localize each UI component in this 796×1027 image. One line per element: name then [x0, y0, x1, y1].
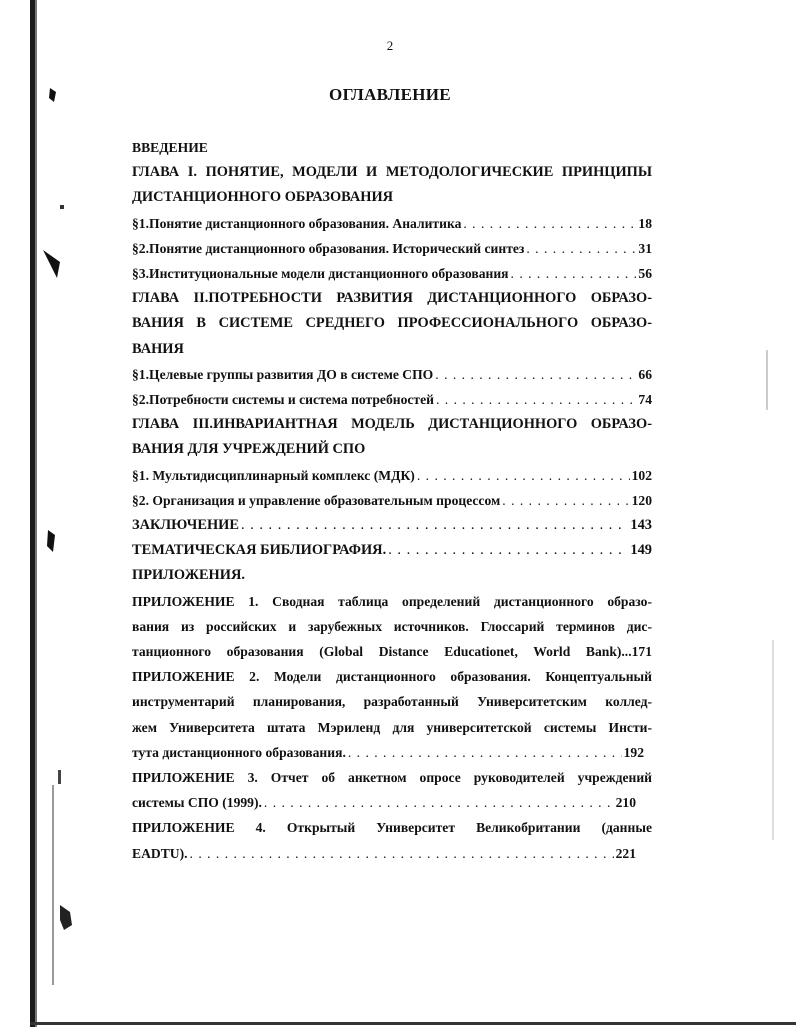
toc-entry-title: §1.Целевые группы развития ДО в системе СПО	[132, 366, 434, 382]
toc-entry	[132, 463, 652, 488]
toc-entry-title: EADTU).	[132, 845, 188, 861]
leader-dots	[190, 841, 614, 866]
leader-dots	[417, 463, 630, 488]
chapter-2-heading-line-2: ВАНИЯ В СИСТЕМЕ СРЕДНЕГО ПРОФЕССИОНАЛЬНОГО ОБРАЗО-	[132, 315, 652, 332]
toc-entry-title: системы СПО (1999).	[132, 795, 262, 811]
toc-entry-page: 18	[638, 215, 652, 231]
toc-entry	[132, 261, 652, 286]
appendix-2-line-4	[132, 740, 644, 765]
toc-entry-page: 102	[631, 467, 652, 483]
speck-6	[58, 770, 61, 784]
toc-entry-title: §2.Потребности системы и система потребностей	[132, 392, 434, 408]
chapter-1-heading-line-1: ГЛАВА I. ПОНЯТИЕ, МОДЕЛИ И МЕТОДОЛОГИЧЕСКИЕ ПРИНЦИПЫ	[132, 164, 652, 181]
toc-intro: ВВЕДЕНИЕ	[132, 140, 208, 155]
leader-dots	[436, 387, 636, 412]
chapter-3-heading-line-1: ГЛАВА III.ИНВАРИАНТНАЯ МОДЕЛЬ ДИСТАНЦИОННОГО ОБРАЗО-	[132, 416, 652, 433]
speck-3	[47, 530, 55, 552]
toc-entry-title: ТЕМАТИЧЕСКАЯ БИБЛИОГРАФИЯ.	[132, 542, 387, 559]
page-number: 2	[386, 38, 394, 53]
toc-entry-page: 149	[630, 542, 652, 559]
appendix-2-line-3: жем Университета штата Мэриленд для университетской системы Инсти-	[132, 719, 652, 735]
leader-dots	[435, 362, 636, 387]
toc-entry-page: 31	[638, 240, 652, 256]
appendix-1-line-1: ПРИЛОЖЕНИЕ 1. Сводная таблица определений дистанционного образо-	[132, 593, 652, 609]
leader-dots	[264, 790, 614, 815]
appendix-2-line-1: ПРИЛОЖЕНИЕ 2. Модели дистанционного образования. Концептуальный	[132, 669, 652, 685]
speck-4	[60, 905, 72, 930]
chapter-1-heading-line-2: ДИСТАНЦИОННОГО ОБРАЗОВАНИЯ	[132, 189, 394, 206]
bottom-edge-line	[30, 1022, 796, 1025]
binding-edge-bar	[30, 0, 35, 1027]
appendix-3-line-1: ПРИЛОЖЕНИЕ 3. Отчет об анкетном опросе руководителей учреждений	[132, 770, 652, 786]
appendix-4-line-2	[132, 841, 636, 866]
leader-dots	[526, 236, 636, 261]
leader-dots	[511, 261, 637, 286]
speck-7	[766, 350, 768, 410]
toc-bibliography	[132, 538, 652, 563]
leader-dots	[502, 488, 629, 513]
appendix-1-line-3: танционного образования (Global Distance Educationet, World Bank)...171	[132, 644, 652, 660]
appendix-4-line-1: ПРИЛОЖЕНИЕ 4. Открытый Университет Великобритании (данные	[132, 820, 652, 836]
appendix-3-line-2	[132, 790, 636, 815]
chapter-2-heading-line-1: ГЛАВА II.ПОТРЕБНОСТИ РАЗВИТИЯ ДИСТАНЦИОННОГО ОБРАЗО-	[132, 290, 652, 307]
toc-entry	[132, 236, 652, 261]
toc-entry-title: §1.Понятие дистанционного образования. Аналитика	[132, 215, 462, 231]
toc-entry-page: 66	[638, 366, 652, 382]
appendix-2-line-2: инструментарий планирования, разработанный Университетским коллед-	[132, 694, 652, 710]
toc-entry-page: 120	[631, 492, 652, 508]
chapter-2-heading-line-3: ВАНИЯ	[132, 340, 184, 357]
toc-entry	[132, 387, 652, 412]
toc-entry-page: 56	[638, 266, 652, 282]
speck-8	[772, 640, 774, 840]
toc-entry-page: 143	[630, 517, 652, 534]
toc-entry-page: 192	[623, 744, 644, 760]
toc-entry-page: 210	[615, 795, 636, 811]
chapter-3-heading-line-2: ВАНИЯ ДЛЯ УЧРЕЖДЕНИЙ СПО	[132, 441, 366, 458]
speck-2	[43, 250, 60, 278]
toc-entry	[132, 362, 652, 387]
toc-entry-title: §1. Мультидисциплинарный комплекс (МДК)	[132, 467, 415, 483]
toc-entry-title: §3.Институциональные модели дистанционного образования	[132, 266, 509, 282]
leader-dots	[388, 538, 628, 563]
speck-5	[60, 205, 64, 209]
toc-entry	[132, 211, 652, 236]
toc-entry	[132, 488, 652, 513]
toc-conclusion	[132, 513, 652, 538]
toc-entry-title: ЗАКЛЮЧЕНИЕ	[132, 517, 239, 534]
toc-appendices-title: ПРИЛОЖЕНИЯ.	[132, 567, 245, 584]
toc-entry-title: §2.Понятие дистанционного образования. Исторический синтез	[132, 240, 525, 256]
binding-edge-shadow	[35, 0, 37, 1027]
leader-dots	[348, 740, 622, 765]
speck-9	[52, 785, 54, 985]
page-title: ОГЛАВЛЕНИЕ	[329, 85, 451, 104]
appendix-1-line-2: вания из российских и зарубежных источников. Глоссарий терминов дис-	[132, 618, 652, 634]
leader-dots	[463, 211, 636, 236]
table-of-contents	[132, 135, 652, 866]
toc-entry-page: 74	[638, 392, 652, 408]
toc-entry-title: тута дистанционного образования.	[132, 744, 346, 760]
toc-entry-page: 221	[615, 845, 636, 861]
toc-entry-title: §2. Организация и управление образовательным процессом	[132, 492, 501, 508]
leader-dots	[241, 513, 628, 538]
